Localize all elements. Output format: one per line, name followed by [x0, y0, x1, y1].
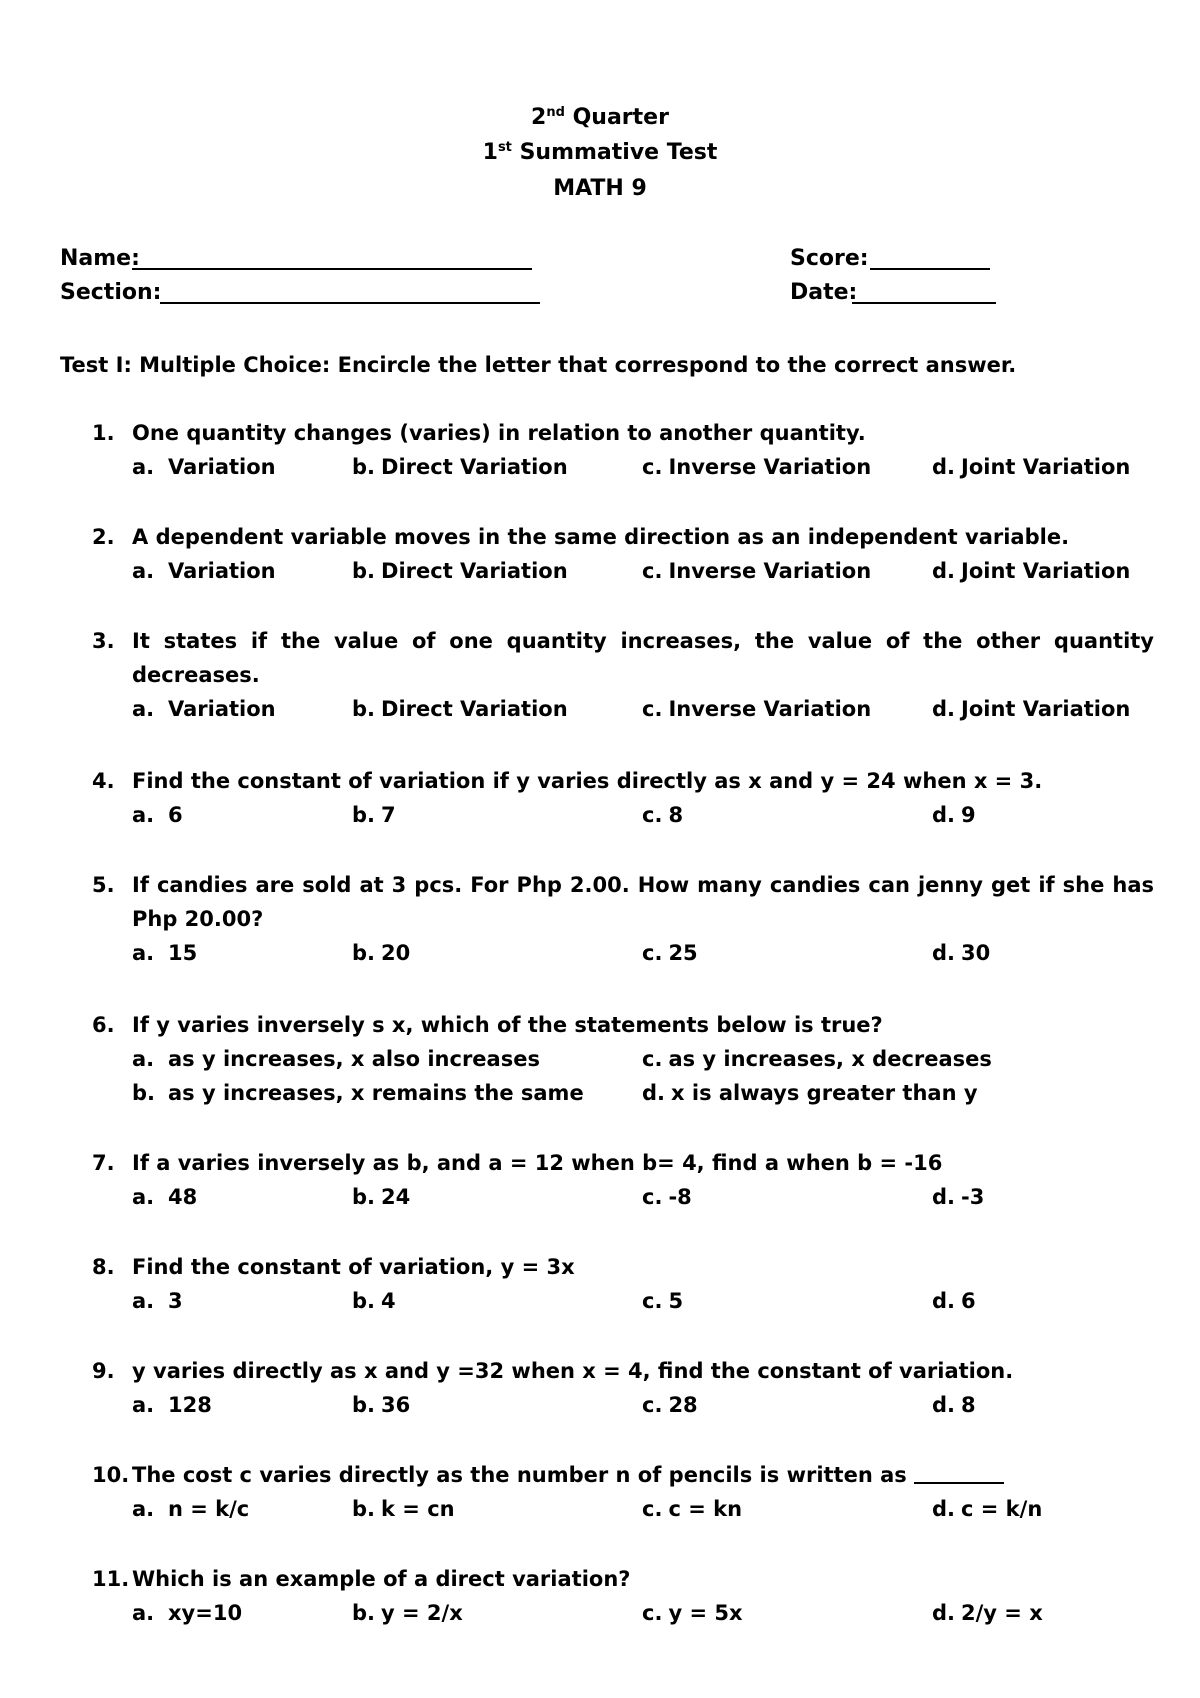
option-b[interactable]: b. k = cn	[352, 1497, 455, 1521]
options-row	[92, 798, 1154, 832]
option-b[interactable]: b. as y increases, x remains the same	[132, 1081, 584, 1105]
options-row	[92, 1076, 1154, 1110]
question-text: y varies directly as x and y =32 when x = 4, find the constant of variation.	[132, 1359, 1014, 1383]
section-label: Section:	[60, 280, 162, 305]
question-11	[92, 1562, 1154, 1630]
option-d[interactable]: d. 6	[932, 1289, 976, 1313]
question-4	[92, 764, 1154, 832]
options-row	[92, 1596, 1154, 1630]
option-d[interactable]: d. 9	[932, 803, 976, 827]
question-10	[92, 1458, 1154, 1526]
question-5	[92, 868, 1154, 970]
option-a[interactable]: a. Variation	[132, 559, 276, 583]
option-c[interactable]: c. y = 5x	[642, 1601, 743, 1625]
quarter-suffix: nd	[546, 105, 565, 120]
option-b[interactable]: b. 20	[352, 941, 411, 965]
question-text: It states if the value of one quantity increases, the value of the other quantity decreases.	[132, 629, 1154, 687]
options-row	[92, 692, 1154, 726]
instructions: Test I: Multiple Choice: Encircle the letter that correspond to the correct answer.	[60, 353, 1017, 377]
question-text: Find the constant of variation if y varies directly as x and y = 24 when x = 3.	[132, 769, 1043, 793]
options-row	[92, 554, 1154, 588]
question-number: 11.	[92, 1567, 130, 1591]
option-c[interactable]: c. as y increases, x decreases	[642, 1047, 992, 1071]
option-d[interactable]: d. -3	[932, 1185, 985, 1209]
test-number: 1	[482, 140, 498, 165]
date-label: Date:	[790, 280, 858, 305]
option-a[interactable]: a. n = k/c	[132, 1497, 250, 1521]
option-c[interactable]: c. Inverse Variation	[642, 559, 872, 583]
options-row	[92, 1180, 1154, 1214]
option-b[interactable]: b. Direct Variation	[352, 559, 568, 583]
question-number: 3.	[92, 629, 115, 653]
option-c[interactable]: c. 25	[642, 941, 698, 965]
test-suffix: st	[497, 140, 512, 155]
name-label: Name:	[60, 246, 140, 271]
score-field[interactable]	[870, 268, 990, 270]
option-a[interactable]: a. 128	[132, 1393, 212, 1417]
option-b[interactable]: b. 36	[352, 1393, 411, 1417]
question-text: One quantity changes (varies) in relation to another quantity.	[132, 421, 866, 445]
option-d[interactable]: d. x is always greater than y	[642, 1081, 978, 1105]
question-number: 9.	[92, 1359, 115, 1383]
options-row	[92, 1388, 1154, 1422]
score-label: Score:	[790, 246, 869, 271]
option-a[interactable]: a. 6	[132, 803, 183, 827]
option-a[interactable]: a. Variation	[132, 697, 276, 721]
option-b[interactable]: b. Direct Variation	[352, 455, 568, 479]
options-row	[92, 1284, 1154, 1318]
question-3	[92, 624, 1154, 726]
test-heading	[0, 138, 1200, 168]
question-text: The cost c varies directly as the number n of pencils is written as	[132, 1463, 907, 1487]
option-a[interactable]: a. 48	[132, 1185, 198, 1209]
option-d[interactable]: d. c = k/n	[932, 1497, 1043, 1521]
test-word: Summative Test	[519, 140, 718, 165]
option-d[interactable]: d. 30	[932, 941, 991, 965]
option-b[interactable]: b. y = 2/x	[352, 1601, 463, 1625]
date-field[interactable]	[852, 302, 996, 304]
question-text: If a varies inversely as b, and a = 12 when b= 4, find a when b = -16	[132, 1151, 943, 1175]
option-d[interactable]: d. Joint Variation	[932, 697, 1131, 721]
option-a[interactable]: a. as y increases, x also increases	[132, 1047, 540, 1071]
option-a[interactable]: a. xy=10	[132, 1601, 243, 1625]
question-text: Find the constant of variation, y = 3x	[132, 1255, 575, 1279]
option-a[interactable]: a. Variation	[132, 455, 276, 479]
question-text: Which is an example of a direct variation?	[132, 1567, 631, 1591]
options-row	[92, 450, 1154, 484]
option-a[interactable]: a. 15	[132, 941, 198, 965]
option-c[interactable]: c. Inverse Variation	[642, 455, 872, 479]
option-c[interactable]: c. -8	[642, 1185, 692, 1209]
option-c[interactable]: c. c = kn	[642, 1497, 743, 1521]
question-8	[92, 1250, 1154, 1318]
option-c[interactable]: c. 8	[642, 803, 684, 827]
option-b[interactable]: b. Direct Variation	[352, 697, 568, 721]
name-field[interactable]	[132, 268, 532, 270]
question-7	[92, 1146, 1154, 1214]
option-d[interactable]: d. 8	[932, 1393, 976, 1417]
option-b[interactable]: b. 4	[352, 1289, 396, 1313]
question-text: A dependent variable moves in the same direction as an independent variable.	[132, 525, 1070, 549]
question-2	[92, 520, 1154, 588]
question-number: 1.	[92, 421, 115, 445]
option-d[interactable]: d. 2/y = x	[932, 1601, 1043, 1625]
options-row	[92, 936, 1154, 970]
option-b[interactable]: b. 7	[352, 803, 396, 827]
question-6	[92, 1008, 1154, 1110]
question-number: 5.	[92, 873, 115, 897]
section-field[interactable]	[160, 302, 540, 304]
question-text: If candies are sold at 3 pcs. For Php 2.00. How many candies can jenny get if she has Php 20.00?	[132, 873, 1154, 931]
option-c[interactable]: c. 28	[642, 1393, 698, 1417]
subject-heading: MATH 9	[553, 176, 647, 201]
question-number: 2.	[92, 525, 115, 549]
option-c[interactable]: c. Inverse Variation	[642, 697, 872, 721]
option-c[interactable]: c. 5	[642, 1289, 684, 1313]
quarter-heading	[0, 103, 1200, 133]
question-number: 6.	[92, 1013, 115, 1037]
question-number: 8.	[92, 1255, 115, 1279]
options-row	[92, 1492, 1154, 1526]
option-b[interactable]: b. 24	[352, 1185, 411, 1209]
option-d[interactable]: d. Joint Variation	[932, 455, 1131, 479]
option-a[interactable]: a. 3	[132, 1289, 183, 1313]
options-row	[92, 1042, 1154, 1076]
question-number: 10.	[92, 1463, 130, 1487]
answer-blank[interactable]	[914, 1462, 1004, 1484]
quarter-word: Quarter	[572, 105, 669, 130]
question-number: 4.	[92, 769, 115, 793]
question-text: If y varies inversely s x, which of the statements below is true?	[132, 1013, 883, 1037]
question-9	[92, 1354, 1154, 1422]
quarter-number: 2	[531, 105, 547, 130]
question-1	[92, 416, 1154, 484]
question-number: 7.	[92, 1151, 115, 1175]
option-d[interactable]: d. Joint Variation	[932, 559, 1131, 583]
